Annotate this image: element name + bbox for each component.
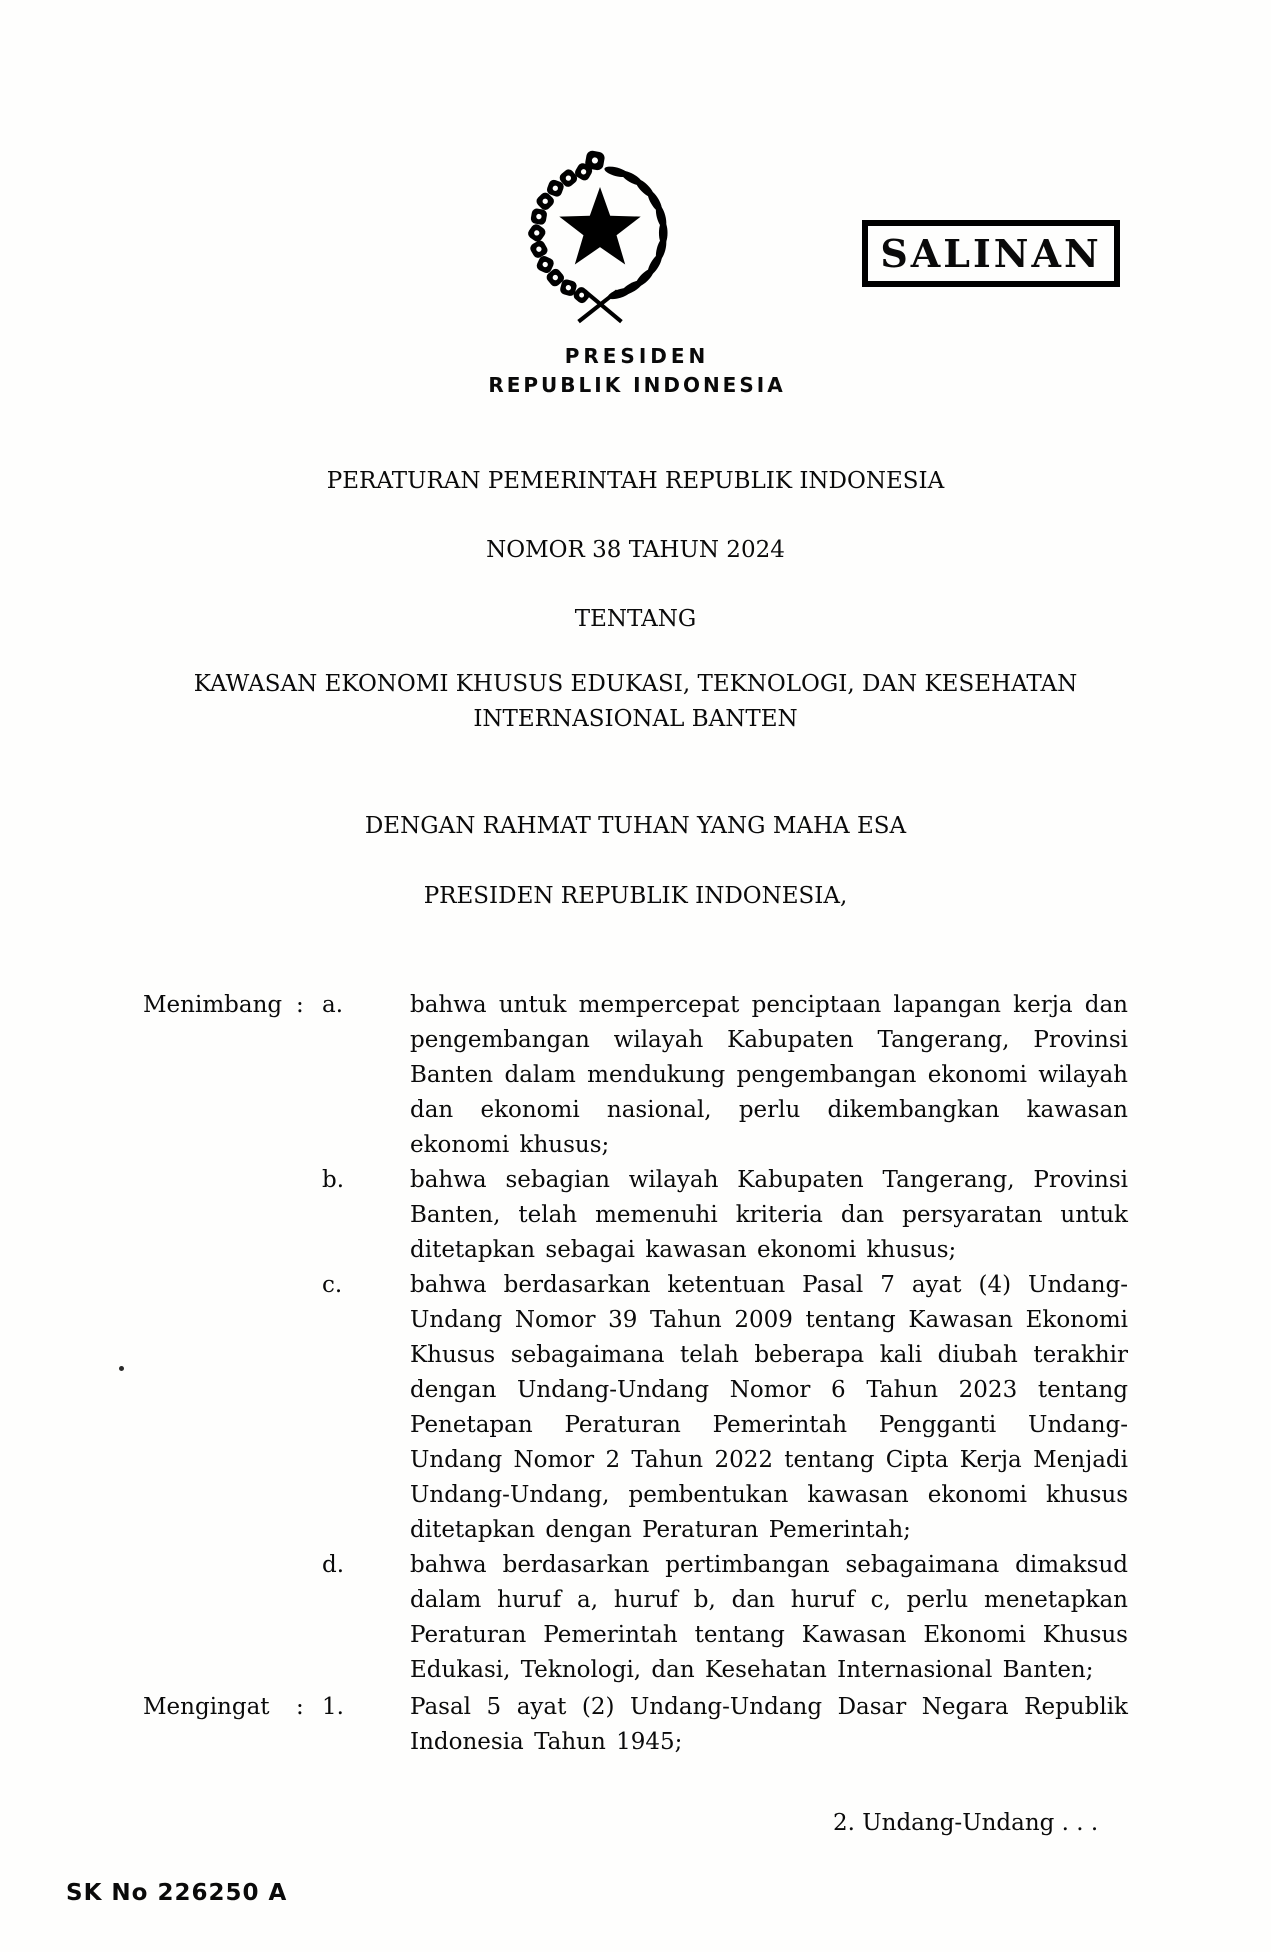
mengingat-item-1 <box>322 1690 1128 1760</box>
mengingat-item-1-text: Pasal 5 ayat (2) Undang-Undang Dasar Negara Republik Indonesia Tahun 1945; <box>410 1694 1128 1755</box>
salinan-stamp <box>862 220 1120 287</box>
catchword: 2. Undang-Undang . . . <box>833 1810 1099 1836</box>
menimbang-item-b-marker: b. <box>322 1167 345 1193</box>
title-line-3-tentang: TENTANG <box>574 606 697 632</box>
menimbang-item-a-text: bahwa untuk mempercepat penciptaan lapangan kerja dan pengembangan wilayah Kabupaten Tangerang, Provinsi Banten dalam mendukung pengembangan ekonomi wilayah dan ekonomi nasional, perlu dikembangkan kawasan ekonomi khusus; <box>410 992 1128 1158</box>
invocation-line: DENGAN RAHMAT TUHAN YANG MAHA ESA <box>364 813 907 839</box>
title-subject-line-1: KAWASAN EKONOMI KHUSUS EDUKASI, TEKNOLOGI, DAN KESEHATAN <box>193 671 1078 697</box>
mengingat-section <box>143 1690 1128 1760</box>
star-shape <box>559 187 640 265</box>
salinan-stamp-label: SALINAN <box>880 231 1102 276</box>
presidential-emblem-icon <box>523 136 677 340</box>
menimbang-item-c-marker: c. <box>322 1272 343 1298</box>
menimbang-item-d-marker: d. <box>322 1552 345 1578</box>
menimbang-colon: : <box>296 992 304 1018</box>
menimbang-item-a <box>322 988 1128 1163</box>
letterhead-presiden: PRESIDEN <box>564 344 710 368</box>
scan-artifact-dot <box>119 1366 124 1371</box>
title-line-1: PERATURAN PEMERINTAH REPUBLIK INDONESIA <box>326 468 945 494</box>
menimbang-items <box>322 988 1128 1688</box>
mengingat-label: Mengingat <box>143 1694 270 1720</box>
menimbang-item-c <box>322 1268 1128 1548</box>
menimbang-item-b-text: bahwa sebagian wilayah Kabupaten Tangerang, Provinsi Banten, telah memenuhi kriteria dan persyaratan untuk ditetapkan sebagai kawasan ekonomi khusus; <box>410 1167 1128 1263</box>
mengingat-items <box>322 1690 1128 1760</box>
title-subject-line-2: INTERNASIONAL BANTEN <box>473 706 798 732</box>
title-line-2-number: NOMOR 38 TAHUN 2024 <box>486 537 785 563</box>
menimbang-label: Menimbang <box>143 992 283 1018</box>
menimbang-item-d <box>322 1548 1128 1688</box>
authority-line: PRESIDEN REPUBLIK INDONESIA, <box>423 883 848 909</box>
menimbang-item-a-marker: a. <box>322 992 344 1018</box>
letterhead-republik-indonesia: REPUBLIK INDONESIA <box>488 373 786 397</box>
mengingat-item-1-marker: 1. <box>322 1694 344 1720</box>
menimbang-item-b <box>322 1163 1128 1268</box>
menimbang-item-c-text: bahwa berdasarkan ketentuan Pasal 7 ayat (4) Undang-Undang Nomor 39 Tahun 2009 tentang Kawasan Ekonomi Khusus sebagaimana telah beberapa kali diubah terakhir dengan Undang-Undang Nomor 6 Tahun 2023 tentang Penetapan Peraturan Pemerintah Pengganti Undang-Undang Nomor 2 Tahun 2022 tentang Cipta Kerja Menjadi Undang-Undang, pembentukan kawasan ekonomi khusus ditetapkan dengan Peraturan Pemerintah; <box>410 1272 1128 1543</box>
letterhead <box>437 344 837 397</box>
menimbang-item-d-text: bahwa berdasarkan pertimbangan sebagaimana dimaksud dalam huruf a, huruf b, dan huruf c, perlu menetapkan Peraturan Pemerintah tentang Kawasan Ekonomi Khusus Edukasi, Teknologi, dan Kesehatan Internasional Banten; <box>410 1552 1128 1683</box>
menimbang-section <box>143 988 1128 1688</box>
sk-number: SK No 226250 A <box>66 1880 288 1906</box>
mengingat-colon: : <box>296 1694 304 1720</box>
